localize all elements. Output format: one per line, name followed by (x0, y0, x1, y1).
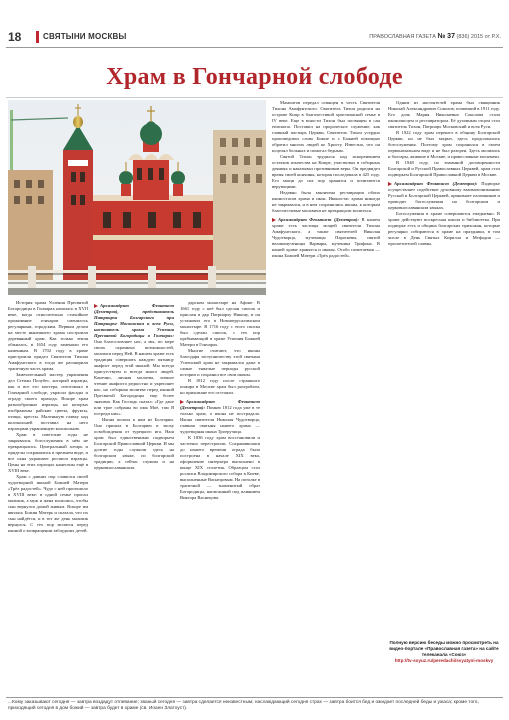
article-column-5 (388, 100, 500, 247)
footer-quote: ...Кому заказывают сегодня — завтра воздадут отпевание; званый сегодня — завтра сделается неизвестным; наслаждающий сегодня страх — завтра боится бед и ожидает последней беды и ужаса; кроме того, приходящий сегодня в дом божий — завтра будет в храме (св. Иоанн Златоуст). (8, 700, 479, 711)
paragraph: К 1836 году храм восстановили и частично перестроили. Сохранившаяся до нашего времени ограда была построена в начале XIX века, оформление интерьера выполнено в конце XIX столетия. Образцом стал росписи Владимирского собора в Киеве, выполненные Васнецовым. На потолке в трапезной — знаменитый образ Богородицы, написанный под влиянием Виктора Васнецова. (180, 435, 260, 500)
paragraph: В 1948 году, по взаимной договоренности Болгарской и Русской Православных Церквей, храм стал подворьем Болгарской Православной Церкви в Москве. (388, 160, 500, 177)
paragraph: Многие считают, что иконы благодаря заступничеству этой святыни Успенский храм не закрывался даже в самые тяжелые периоды русской истории и сохранил все свои иконы. (180, 348, 260, 377)
quote-arrow-icon (388, 182, 392, 186)
video-link[interactable]: http://tv-soyuz.ru/peredachi/svyatyni-moskvy (394, 658, 494, 663)
paper-name: ПРАВОСЛАВНАЯ ГАЗЕТА (369, 34, 436, 40)
article-column-4 (272, 100, 380, 259)
section-marker (36, 31, 39, 43)
interview-block (272, 217, 380, 259)
speaker-text: Она благословляет нас, а мы, по мере своих скромных возможностей, молимся перед Ней. В нашем храме есть традиция совершать каждую пятницу акафист перед этой иконой. Мы всегда присутствуем и всегда много людей. Конечно, личная молитва, личное чтение акафиста редкостно и укрепляет нас, но соборная молитва перед иконой Пресвятой Богородицы еще более значима. Как Господь сказал: «Где двое или трое собраны во имя Моё, там Я посреди них». (94, 339, 174, 416)
interview-block (388, 181, 500, 211)
paragraph: Святой Тихон трудился над искоренением остатков язычества на Кипре, участвовал в соборных деяниях и наказывал противников веры. Он предвидел время своей кончины, которая последовала в 425 году. Его мощи до сих пор хранятся и почитаются верующими. (272, 154, 380, 189)
speaker-text: Подворье осуществляет содействие духовному взаимопониманию Русской и Болгарской Церквей, принимает паломников и проводит богослужения на болгарском и церковнославянском языках. (388, 181, 500, 210)
speaker-name: Архимандрит Феоктист (Деметров): (394, 181, 478, 186)
paragraph: Богослужения в храме совершаются ежедневно. В храме действуют воскресная школа и библиотека. При подворье есть и община болгарских прихожан, которые регулярно собираются в храме на праздники, в том числе в День Святых Кирилла и Мефодия — просветителей славян. (388, 211, 500, 246)
footer-rule (6, 697, 503, 698)
issue-tail: (836) 2015 от Р.Х. (456, 34, 501, 40)
paragraph: Мамонтов передал освящен в честь Святителя Тихона Амафунтского. Святитель Тихон родился на острове Кипр в благочестивой христианской семье в IV веке. Еще в юности Тихон был посвящен в сан епископа. Поставил на пророческое служение, как главный пастырь Церкви, Святитель Тихон усердно проповедовал слово Божие и с Божией помощью обратил многих людей ко Христу. Известно, что он исцелял больных и помогал бедным. (272, 100, 380, 153)
paragraph: Икона попала к нам из Болгарии. Она пришла в Болгарию в эпоху освобождения от турецкого ига. Наш храм был единственным подворьем Болгарской Православной Церкви. И мы долгие годы служили здесь на болгарском языке, по болгарской традиции, а сейчас служим и на церковнославянском. (94, 417, 174, 470)
interview-block (94, 303, 174, 417)
speaker-name: Архимандрит Феоктист (Деметров), представитель Патриарха Болгарского при Патриархе Московском и всея Руси, настоятель храма Успения Пресвятой Богородицы в Гончарах: (94, 303, 174, 338)
issue-info (369, 33, 501, 40)
article-column-2 (94, 300, 174, 471)
speaker-text: В нашем храме есть частицы мощей святителя Тихона Амафунтского, а также святителей Николая Чудотворца, мученицы Параскевы, святой великомученицы Варвары, мученика Трифона. В нашей храме хранятся и иконы. Особо почитаемая — икона Божией Матери «Трёх радостей». (272, 217, 380, 258)
paragraph: Храм с давних пор славился своей чудотворной иконой Божией Матери «Трёх радостей». Чудо с ней произошло в XVIII веке: в одной семье пропал мальчик, а муж и жена молились, чтобы сын вернулся домой живым. Вскоре им явилась Божия Матерь и сказала, что их сын найдётся, и в тот же день мальчик вернулся. С тех пор молятся перед иконой о возвращении заблудших детей. (8, 474, 88, 533)
paragraph: Храм в советские годы не закрывался, богослужения в нём не прекращались. Центральный алтарь и приделы сохранились в прежнем виде, и все окна украшают росписи изразцы. Цены на этих изразцах нанесены ещё в XVIII веке. (8, 432, 88, 473)
paragraph: В 1812 году после страшного пожара в Москве храм был разграблен, но прихожане его отстояли. (180, 378, 260, 395)
video-note (388, 640, 500, 664)
section-title: СВЯТЫНИ МОСКВЫ (43, 32, 127, 41)
paragraph: В 1922 году храм перешел в общину Болгарской Церкви, но не был закрыт, здесь продолжались богослужения. Поэтому храм сохранился в своем первоначальном виде и не был разорен. Здесь молились и болгары, жившие в Москве, и православные москвичи. (388, 130, 500, 159)
header-rule (6, 47, 503, 48)
video-note-text: Полную версию беседы можно просмотреть на видео-портале «Православная газета» на сайте телеканала «Союз» (389, 640, 499, 657)
page-header (0, 28, 509, 46)
quote-arrow-icon (94, 304, 98, 308)
article-column-3 (180, 300, 260, 501)
page-number: 18 (8, 30, 22, 44)
quote-arrow-icon (180, 400, 184, 404)
paragraph: Недавно была закончена реставрация обоих иконостасов храма и икон. Иконостас храма никогда не закрывался, и в нем сохранились иконы, к которым благочестивые москвичи не прекращали молиться. (272, 190, 380, 213)
speaker-text: Помню 1812 года уже в те только храм, а икона не пострадала. Икона святителя Николая Чудотворца, главная святыня нашего храма — чудотворная икона Троеручица. (180, 405, 260, 434)
church-photo (8, 100, 266, 295)
article-title: Храм в Гончарной слободе (106, 64, 403, 90)
title-rule (6, 97, 503, 98)
interview-block (180, 399, 260, 435)
quote-arrow-icon (272, 218, 276, 222)
paragraph: дарском монастыре на Афоне. В 1661 году с неё был сделан список и прислан в дар Патриарху Никону, и он установил его в Новоиерусалимском монастыре. В 1716 году с этого списка был сделан список, с тех пор пребывающий в храме Успения Божией Матери в Гончарах. (180, 300, 260, 347)
paragraph: Замечательный мастер украшения дел Степан Полубес, который изразцы, как и все его мастера, изготовлял в Гончарной слободе, украсил фасады и ограду своего прихода. Вскоре храм разнообразные изразцы, на которых изображены райские цветы, фрукты, птицы, кресты. Маленькую главку над колокольней поставил на него изразцами украшенную колокольню. (8, 372, 88, 431)
speaker-name: Архимандрит Феоктист (Деметров): (278, 217, 359, 222)
paragraph: Одним из настоятелей храма был священник Николай Александрович Соколов, почивший в 1911 году. Его дочь Мария Николаевна Соколова стала иконописцем и реставратором. Её духовным отцом стал святитель Тихон, Патриарх Московский и всея Руси. (388, 100, 500, 129)
article-column-1 (8, 300, 88, 534)
paragraph: История храма Успения Пресвятой Богородицы в Гончарах началась в XVII веке, когда относительно стихийное проживание гончаров сменилось регулярным, городским. Первым делом на месте нынешнего храма построили деревянный храм. Как только земля обжилась, в 1654 году заменили его каменным. В 1702 году в храме пристроили придел Святителя Тихона Амафунтского в тогда же расширили трапезную часть храма. (8, 300, 88, 371)
speaker-name: Архимандрит Феоктист (Деметров): (180, 399, 260, 410)
issue-number: № 37 (437, 33, 455, 40)
